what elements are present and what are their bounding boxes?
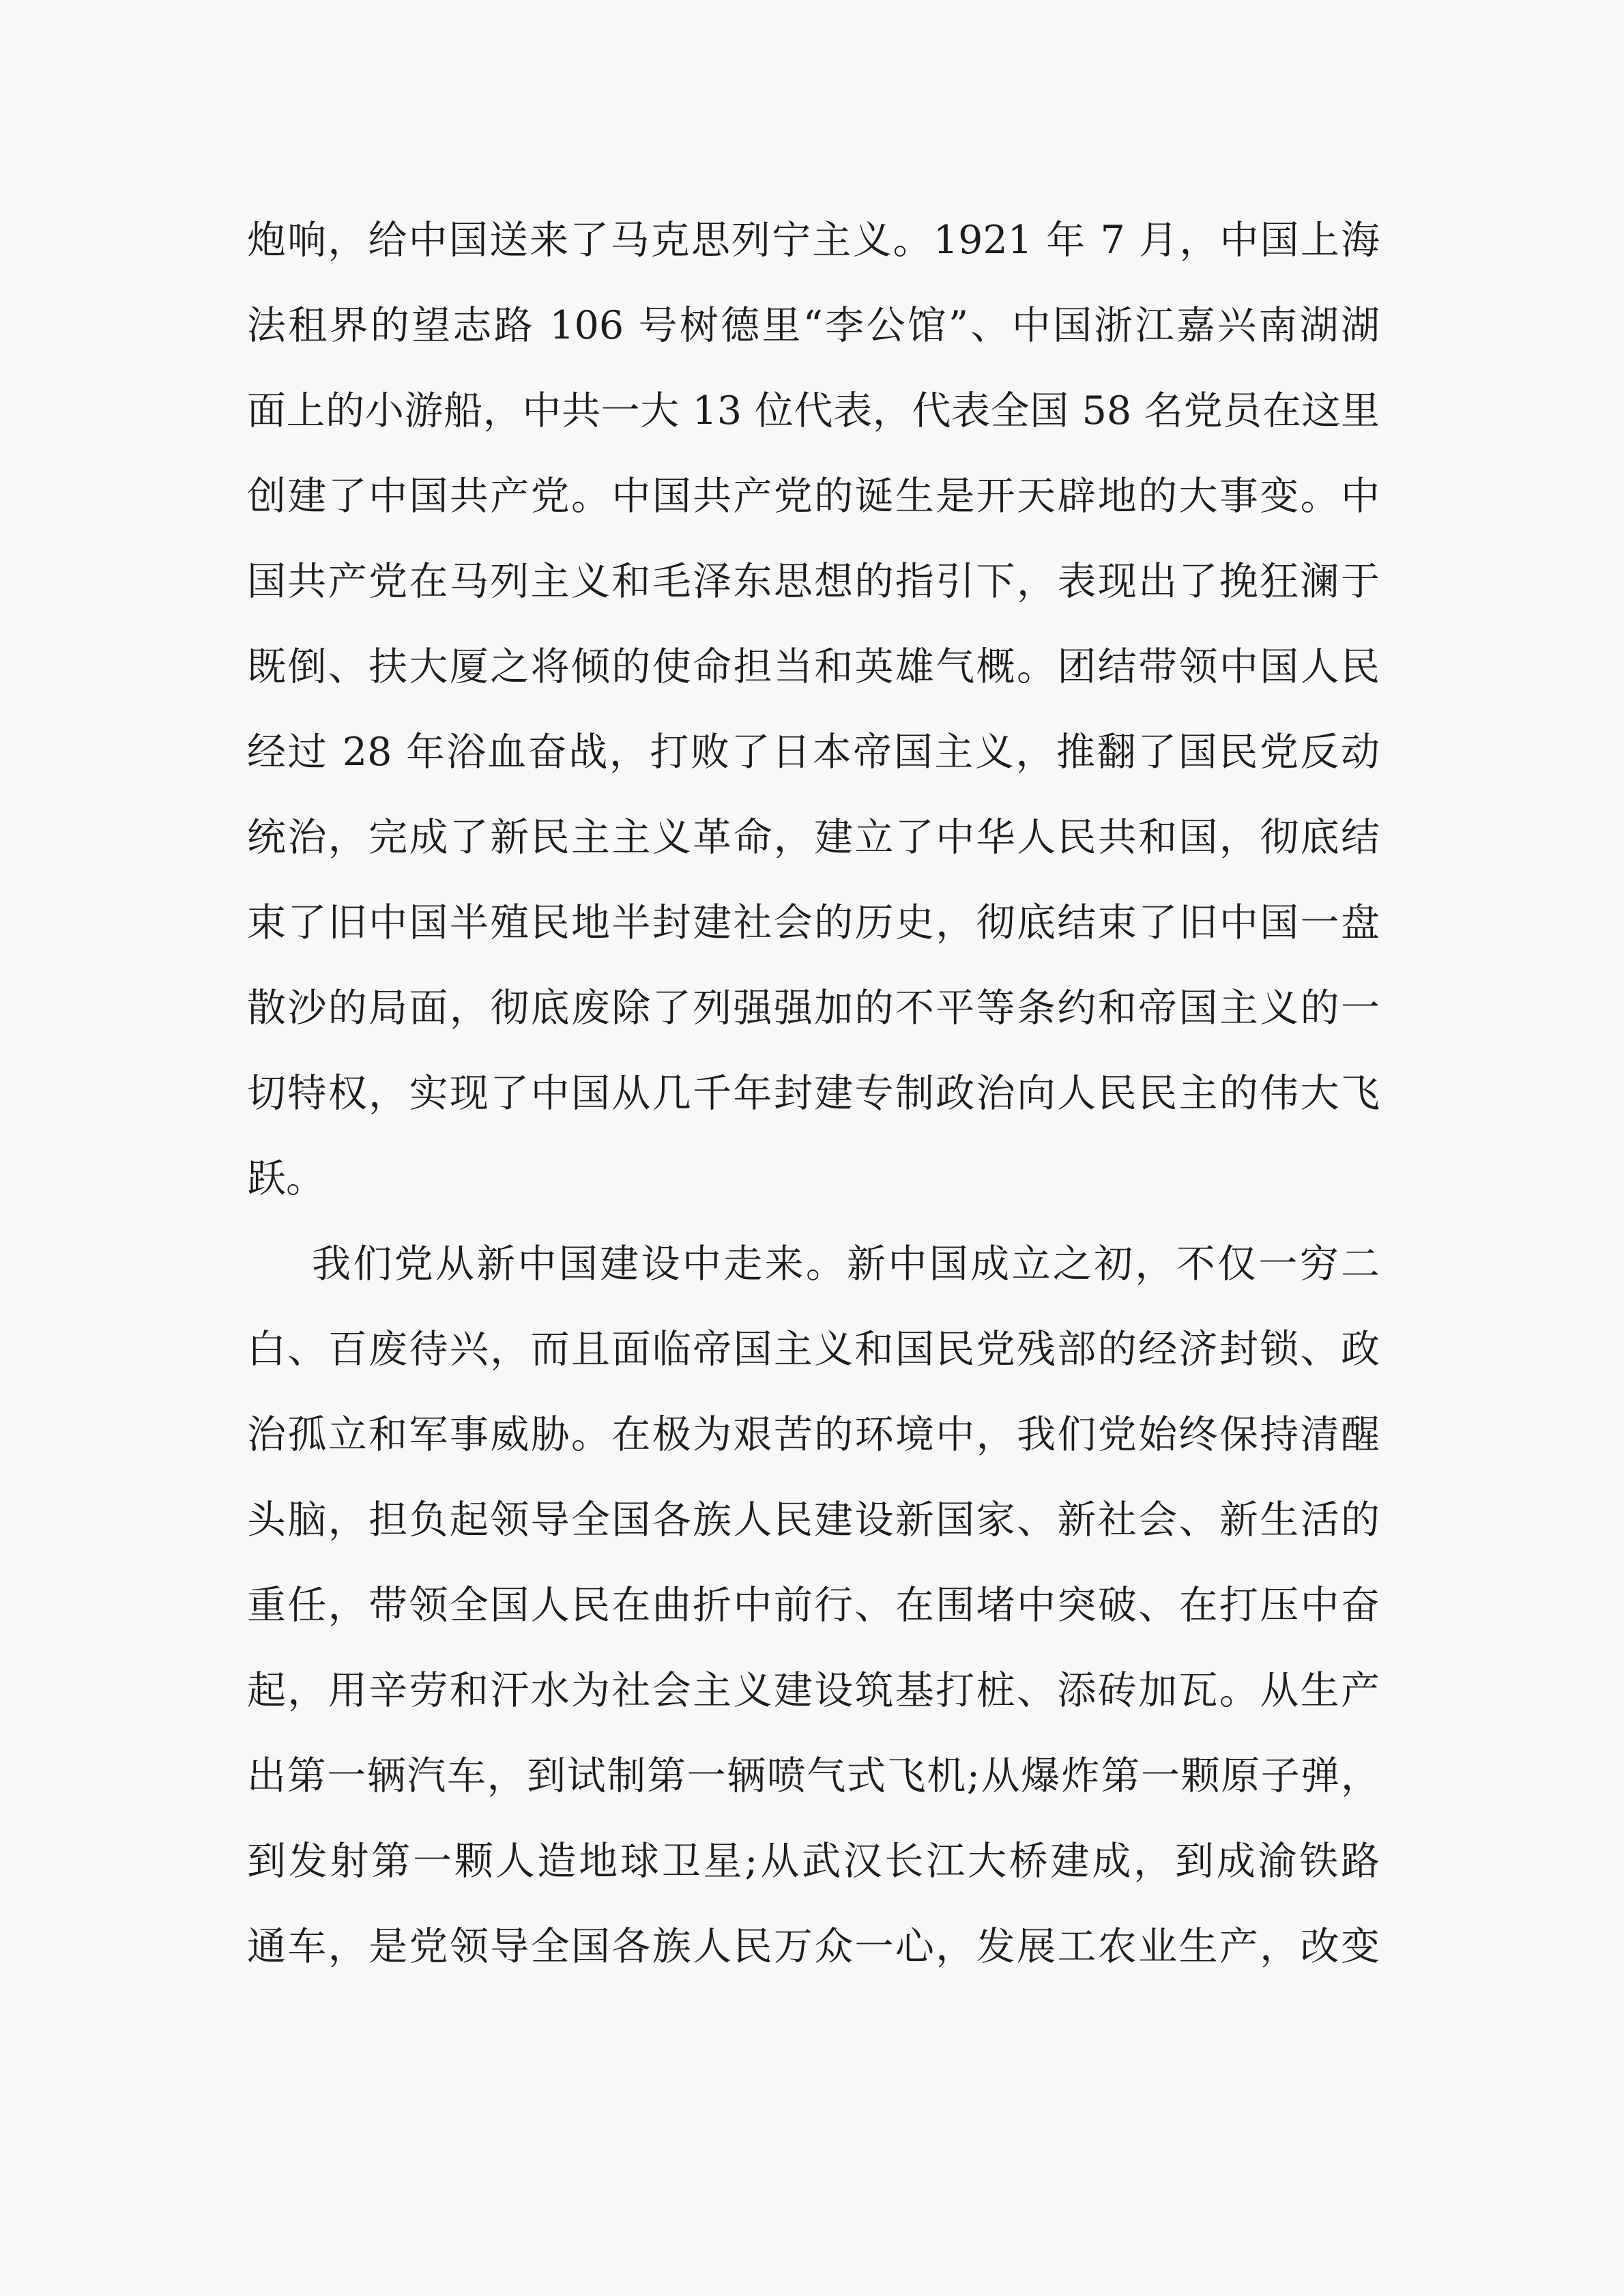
text-line: 创建了中国共产党。中国共产党的诞生是开天辟地的大事变。中 (247, 474, 1380, 519)
paragraph-2 (247, 1222, 1380, 1990)
text-line: 跃。 (247, 1156, 325, 1201)
text-line: 束了旧中国半殖民地半封建社会的历史，彻底结束了旧中国一盘 (247, 900, 1380, 945)
text-line: 白、百废待兴，而且面临帝国主义和国民党残部的经济封锁、政 (247, 1327, 1380, 1372)
text-line: 我们党从新中国建设中走来。新中国成立之初，不仅一穷二 (312, 1242, 1380, 1287)
text-line: 出第一辆汽车，到试制第一辆喷气式飞机;从爆炸第一颗原子弹， (247, 1753, 1380, 1798)
text-line: 面上的小游船，中共一大 13 位代表，代表全国 58 名党员在这里 (247, 388, 1380, 433)
text-line: 既倒、扶大厦之将倾的使命担当和英雄气概。团结带领中国人民 (247, 644, 1380, 689)
text-line: 经过 28 年浴血奋战，打败了日本帝国主义，推翻了国民党反动 (247, 730, 1380, 775)
paragraph-1 (247, 198, 1380, 1222)
text-line: 炮响，给中国送来了马克思列宁主义。1921 年 7 月，中国上海 (247, 218, 1380, 263)
text-line: 散沙的局面，彻底废除了列强强加的不平等条约和帝国主义的一 (247, 986, 1380, 1031)
text-line: 到发射第一颗人造地球卫星;从武汉长江大桥建成，到成渝铁路 (247, 1839, 1380, 1884)
text-line: 重任，带领全国人民在曲折中前行、在围堵中突破、在打压中奋 (247, 1583, 1380, 1628)
text-line: 统治，完成了新民主主义革命，建立了中华人民共和国，彻底结 (247, 815, 1380, 860)
text-line: 头脑，担负起领导全国各族人民建设新国家、新社会、新生活的 (247, 1497, 1380, 1542)
text-line: 治孤立和军事威胁。在极为艰苦的环境中，我们党始终保持清醒 (247, 1412, 1380, 1457)
text-line: 切特权，实现了中国从几千年封建专制政治向人民民主的伟大飞 (247, 1071, 1380, 1116)
text-line: 起，用辛劳和汗水为社会主义建设筑基打桩、添砖加瓦。从生产 (247, 1668, 1380, 1713)
text-line: 国共产党在马列主义和毛泽东思想的指引下，表现出了挽狂澜于 (247, 559, 1380, 604)
text-line: 通车，是党领导全国各族人民万众一心，发展工农业生产，改变 (247, 1924, 1380, 1969)
text-line: 法租界的望志路 106 号树德里“李公馆”、中国浙江嘉兴南湖湖 (247, 303, 1380, 348)
body-text (247, 198, 1380, 1990)
